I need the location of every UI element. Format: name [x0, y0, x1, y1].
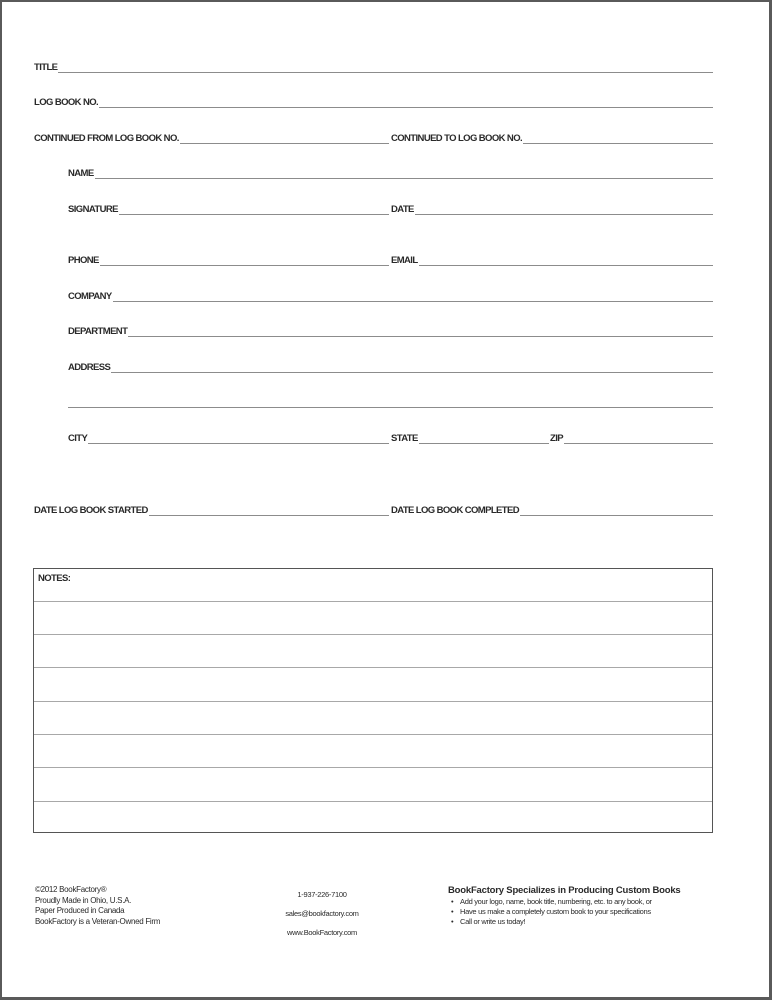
paper-origin-text: Paper Produced in Canada	[35, 906, 125, 915]
promo-bullet: • Have us make a completely custom book to your specifications	[460, 907, 681, 917]
email-label: EMAIL	[391, 255, 418, 266]
continued-from-label: CONTINUED FROM LOG BOOK NO.	[34, 133, 179, 144]
name-label: NAME	[68, 168, 94, 179]
notes-line	[34, 634, 712, 635]
notes-line	[34, 601, 712, 602]
log-book-no-label: LOG BOOK NO.	[34, 97, 99, 108]
title-label: TITLE	[34, 62, 58, 73]
zip-label: ZIP	[550, 433, 563, 444]
title-field[interactable]	[34, 58, 713, 74]
email-field[interactable]	[391, 251, 713, 267]
footer-email[interactable]: sales@bookfactory.com	[285, 909, 359, 918]
notes-label: NOTES:	[38, 573, 71, 584]
date-line	[415, 214, 713, 215]
veteran-owned-text: BookFactory is a Veteran-Owned Firm	[35, 916, 161, 926]
signature-field[interactable]	[68, 200, 389, 216]
continued-from-line	[180, 143, 389, 144]
footer-promo	[448, 885, 681, 927]
address-label: ADDRESS	[68, 362, 111, 373]
promo-list	[448, 897, 681, 927]
notes-line	[34, 701, 712, 702]
signature-line	[119, 214, 389, 215]
notes-box[interactable]	[33, 568, 713, 833]
company-label: COMPANY	[68, 291, 112, 302]
date-started-label: DATE LOG BOOK STARTED	[34, 505, 148, 516]
address-field[interactable]	[68, 358, 713, 374]
name-field[interactable]	[68, 164, 713, 180]
department-line	[128, 336, 713, 337]
promo-bullet: • Call or write us today!	[460, 917, 681, 927]
address-line-2[interactable]	[68, 407, 713, 408]
continued-to-label: CONTINUED TO LOG BOOK NO.	[391, 133, 523, 144]
log-book-no-line	[99, 107, 713, 108]
date-field[interactable]	[391, 200, 713, 216]
promo-bullet: • Add your logo, name, book title, numbering, etc. to any book, or	[460, 897, 681, 907]
company-field[interactable]	[68, 287, 713, 303]
state-field[interactable]	[391, 429, 549, 445]
phone-line	[100, 265, 389, 266]
zip-field[interactable]	[550, 429, 713, 445]
date-completed-field[interactable]	[391, 501, 713, 517]
notes-line	[34, 767, 712, 768]
phone-label: PHONE	[68, 255, 99, 266]
city-label: CITY	[68, 433, 88, 444]
email-line	[419, 265, 713, 266]
date-started-line	[149, 515, 389, 516]
address-line	[111, 372, 713, 373]
company-line	[113, 301, 713, 302]
state-line	[419, 443, 549, 444]
state-label: STATE	[391, 433, 418, 444]
notes-line	[34, 801, 712, 802]
notes-line	[34, 734, 712, 735]
footer-website[interactable]: www.BookFactory.com	[286, 928, 357, 937]
copyright-text: ©2012 BookFactory®	[35, 885, 107, 894]
footer-contact	[272, 885, 372, 942]
department-field[interactable]	[68, 322, 713, 338]
zip-line	[564, 443, 713, 444]
promo-heading: BookFactory Specializes in Producing Custom Books	[448, 885, 681, 896]
date-label: DATE	[391, 204, 414, 215]
date-completed-line	[520, 515, 713, 516]
city-field[interactable]	[68, 429, 389, 445]
date-completed-label: DATE LOG BOOK COMPLETED	[391, 505, 519, 516]
date-started-field[interactable]	[34, 501, 389, 517]
title-line	[58, 72, 713, 73]
department-label: DEPARTMENT	[68, 326, 128, 337]
continued-to-line	[523, 143, 713, 144]
continued-from-field[interactable]	[34, 129, 389, 145]
signature-label: SIGNATURE	[68, 204, 118, 215]
name-line	[95, 178, 713, 179]
city-line	[88, 443, 389, 444]
footer-phone: 1-937-226-7100	[297, 890, 347, 899]
footer-company-info	[35, 885, 160, 927]
made-in-text: Proudly Made in Ohio, U.S.A.	[35, 895, 132, 905]
log-book-no-field[interactable]	[34, 93, 713, 109]
phone-field[interactable]	[68, 251, 389, 267]
continued-to-field[interactable]	[391, 129, 713, 145]
notes-line	[34, 667, 712, 668]
